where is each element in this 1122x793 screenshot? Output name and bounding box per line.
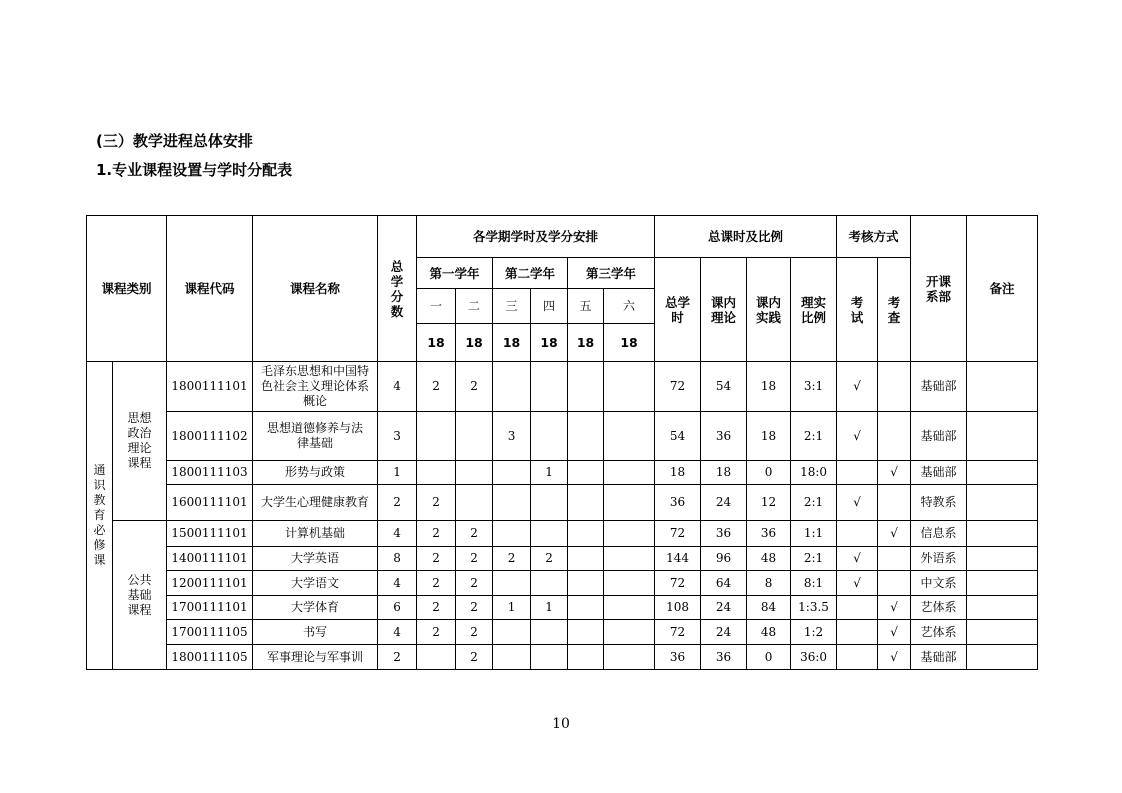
row-term-2: 2	[456, 547, 493, 571]
row-code: 1800111102	[167, 412, 253, 461]
row-term-5	[568, 461, 604, 485]
row-remarks	[967, 362, 1038, 412]
row-term-1	[417, 645, 456, 670]
row-exam: √	[837, 362, 878, 412]
row-term-2: 2	[456, 571, 493, 596]
row-term-4	[531, 620, 568, 645]
row-check: √	[878, 596, 911, 620]
row-term-1: 2	[417, 547, 456, 571]
header-term-6: 六	[604, 289, 655, 324]
row-code: 1800111101	[167, 362, 253, 412]
row-name: 大学生心理健康教育	[253, 485, 378, 521]
row-term-3	[493, 521, 531, 547]
row-total: 54	[655, 412, 701, 461]
row-ratio: 1:1	[791, 521, 837, 547]
row-term-6	[604, 485, 655, 521]
row-term-6	[604, 645, 655, 670]
row-code: 1700111101	[167, 596, 253, 620]
row-theory: 36	[701, 521, 747, 547]
row-practice: 48	[747, 547, 791, 571]
row-exam: √	[837, 571, 878, 596]
row-exam	[837, 645, 878, 670]
table-row	[87, 571, 1038, 596]
row-check	[878, 412, 911, 461]
row-remarks	[967, 412, 1038, 461]
row-dept: 艺体系	[911, 620, 967, 645]
header-ratio: 理实 比例	[791, 258, 837, 362]
row-term-4	[531, 362, 568, 412]
row-term-5	[568, 571, 604, 596]
row-theory: 54	[701, 362, 747, 412]
row-dept: 信息系	[911, 521, 967, 547]
row-credits: 2	[378, 645, 417, 670]
header-term-2: 二	[456, 289, 493, 324]
header-exam: 考 试	[837, 258, 878, 362]
row-term-5	[568, 596, 604, 620]
row-name: 思想道德修养与法律基础	[253, 412, 378, 461]
row-term-6	[604, 596, 655, 620]
row-term-5	[568, 485, 604, 521]
row-term-5	[568, 620, 604, 645]
row-dept: 中文系	[911, 571, 967, 596]
row-term-5	[568, 412, 604, 461]
row-remarks	[967, 645, 1038, 670]
row-term-6	[604, 620, 655, 645]
header-weeks-1: 18	[417, 324, 456, 362]
row-ratio: 3:1	[791, 362, 837, 412]
row-term-3	[493, 620, 531, 645]
row-total: 18	[655, 461, 701, 485]
header-theory: 课内 理论	[701, 258, 747, 362]
header-weeks-3: 18	[493, 324, 531, 362]
header-department: 开课 系部	[911, 216, 967, 362]
row-code: 1200111101	[167, 571, 253, 596]
row-term-2: 2	[456, 362, 493, 412]
row-theory: 24	[701, 596, 747, 620]
row-term-1: 2	[417, 596, 456, 620]
header-year-3: 第三学年	[568, 258, 655, 289]
row-check	[878, 485, 911, 521]
row-term-3	[493, 461, 531, 485]
header-weeks-5: 18	[568, 324, 604, 362]
row-term-1: 2	[417, 571, 456, 596]
row-term-4	[531, 412, 568, 461]
row-term-2: 2	[456, 645, 493, 670]
row-code: 1700111105	[167, 620, 253, 645]
row-practice: 48	[747, 620, 791, 645]
header-term-4: 四	[531, 289, 568, 324]
row-practice: 36	[747, 521, 791, 547]
header-weeks-6: 18	[604, 324, 655, 362]
row-term-2	[456, 485, 493, 521]
subsection-heading: 1.专业课程设置与学时分配表	[96, 161, 293, 179]
row-term-4	[531, 645, 568, 670]
row-name: 书写	[253, 620, 378, 645]
row-practice: 8	[747, 571, 791, 596]
row-code: 1400111101	[167, 547, 253, 571]
row-exam	[837, 461, 878, 485]
header-name: 课程名称	[253, 216, 378, 362]
row-check	[878, 362, 911, 412]
row-term-3: 3	[493, 412, 531, 461]
row-term-6	[604, 521, 655, 547]
row-exam: √	[837, 485, 878, 521]
row-ratio: 18:0	[791, 461, 837, 485]
row-term-3	[493, 362, 531, 412]
row-practice: 0	[747, 461, 791, 485]
row-term-6	[604, 412, 655, 461]
row-total: 72	[655, 571, 701, 596]
row-term-4: 1	[531, 461, 568, 485]
row-practice: 84	[747, 596, 791, 620]
row-remarks	[967, 547, 1038, 571]
row-credits: 6	[378, 596, 417, 620]
row-total: 108	[655, 596, 701, 620]
row-term-1	[417, 461, 456, 485]
row-term-1: 2	[417, 620, 456, 645]
row-practice: 0	[747, 645, 791, 670]
row-remarks	[967, 461, 1038, 485]
header-check: 考 查	[878, 258, 911, 362]
header-remarks: 备注	[967, 216, 1038, 362]
row-name: 军事理论与军事训	[253, 645, 378, 670]
row-term-3	[493, 485, 531, 521]
row-name: 大学英语	[253, 547, 378, 571]
row-exam: √	[837, 547, 878, 571]
row-remarks	[967, 485, 1038, 521]
header-weeks-2: 18	[456, 324, 493, 362]
row-term-4: 1	[531, 596, 568, 620]
section-heading: (三）教学进程总体安排	[96, 132, 253, 150]
row-term-6	[604, 362, 655, 412]
row-total: 36	[655, 645, 701, 670]
row-ratio: 2:1	[791, 412, 837, 461]
row-ratio: 8:1	[791, 571, 837, 596]
row-term-5	[568, 362, 604, 412]
row-ratio: 36:0	[791, 645, 837, 670]
row-exam	[837, 521, 878, 547]
course-table	[86, 215, 1038, 670]
row-check: √	[878, 521, 911, 547]
row-term-1	[417, 412, 456, 461]
row-term-3	[493, 645, 531, 670]
row-remarks	[967, 620, 1038, 645]
row-name: 形势与政策	[253, 461, 378, 485]
row-term-2: 2	[456, 596, 493, 620]
row-term-5	[568, 645, 604, 670]
outer-category: 通 识 教 育 必 修 课	[87, 362, 113, 670]
row-term-4: 2	[531, 547, 568, 571]
row-term-5	[568, 547, 604, 571]
row-ratio: 1:2	[791, 620, 837, 645]
table-row	[87, 547, 1038, 571]
row-dept: 外语系	[911, 547, 967, 571]
row-dept: 艺体系	[911, 596, 967, 620]
row-exam	[837, 620, 878, 645]
row-total: 72	[655, 620, 701, 645]
header-year-1: 第一学年	[417, 258, 493, 289]
row-term-1: 2	[417, 521, 456, 547]
row-name: 计算机基础	[253, 521, 378, 547]
row-name: 毛泽东思想和中国特色社会主义理论体系概论	[253, 362, 378, 412]
row-credits: 1	[378, 461, 417, 485]
row-term-6	[604, 547, 655, 571]
row-dept: 基础部	[911, 461, 967, 485]
row-credits: 4	[378, 571, 417, 596]
header-total-hours: 总学 时	[655, 258, 701, 362]
row-credits: 4	[378, 362, 417, 412]
table-row	[87, 412, 1038, 461]
row-term-2: 2	[456, 521, 493, 547]
row-practice: 12	[747, 485, 791, 521]
row-check	[878, 547, 911, 571]
row-code: 1800111105	[167, 645, 253, 670]
row-check: √	[878, 461, 911, 485]
row-dept: 特教系	[911, 485, 967, 521]
row-theory: 96	[701, 547, 747, 571]
row-theory: 24	[701, 620, 747, 645]
header-semester-group: 各学期学时及学分安排	[417, 216, 655, 258]
page-number: 10	[552, 716, 570, 732]
row-term-2: 2	[456, 620, 493, 645]
row-check: √	[878, 620, 911, 645]
row-dept: 基础部	[911, 645, 967, 670]
row-exam	[837, 596, 878, 620]
table-row	[87, 461, 1038, 485]
row-term-4	[531, 485, 568, 521]
row-theory: 24	[701, 485, 747, 521]
row-remarks	[967, 521, 1038, 547]
header-weeks-4: 18	[531, 324, 568, 362]
row-credits: 4	[378, 620, 417, 645]
row-code: 1500111101	[167, 521, 253, 547]
row-remarks	[967, 571, 1038, 596]
row-code: 1600111101	[167, 485, 253, 521]
table-row	[87, 596, 1038, 620]
row-check	[878, 571, 911, 596]
row-theory: 36	[701, 645, 747, 670]
group-ideology: 思想 政治 理论 课程	[113, 362, 167, 521]
row-theory: 18	[701, 461, 747, 485]
row-term-3	[493, 571, 531, 596]
header-term-1: 一	[417, 289, 456, 324]
row-term-3: 1	[493, 596, 531, 620]
row-exam: √	[837, 412, 878, 461]
table-row	[87, 521, 1038, 547]
table-row	[87, 362, 1038, 412]
group-public-basics: 公共 基础 课程	[113, 521, 167, 670]
row-name: 大学体育	[253, 596, 378, 620]
row-term-4	[531, 521, 568, 547]
row-credits: 2	[378, 485, 417, 521]
table-row	[87, 620, 1038, 645]
row-theory: 64	[701, 571, 747, 596]
header-assess-group: 考核方式	[837, 216, 911, 258]
row-ratio: 1:3.5	[791, 596, 837, 620]
row-term-2	[456, 461, 493, 485]
row-theory: 36	[701, 412, 747, 461]
row-name: 大学语文	[253, 571, 378, 596]
row-practice: 18	[747, 412, 791, 461]
row-total: 72	[655, 362, 701, 412]
header-year-2: 第二学年	[493, 258, 568, 289]
row-credits: 8	[378, 547, 417, 571]
row-term-1: 2	[417, 485, 456, 521]
header-term-5: 五	[568, 289, 604, 324]
row-total: 72	[655, 521, 701, 547]
row-term-2	[456, 412, 493, 461]
row-term-4	[531, 571, 568, 596]
row-dept: 基础部	[911, 362, 967, 412]
header-term-3: 三	[493, 289, 531, 324]
header-credits: 总 学 分 数	[378, 216, 417, 362]
row-ratio: 2:1	[791, 547, 837, 571]
header-hours-group: 总课时及比例	[655, 216, 837, 258]
row-term-6	[604, 571, 655, 596]
row-term-3: 2	[493, 547, 531, 571]
row-credits: 4	[378, 521, 417, 547]
row-credits: 3	[378, 412, 417, 461]
header-code: 课程代码	[167, 216, 253, 362]
row-total: 144	[655, 547, 701, 571]
row-total: 36	[655, 485, 701, 521]
row-remarks	[967, 596, 1038, 620]
row-dept: 基础部	[911, 412, 967, 461]
row-check: √	[878, 645, 911, 670]
row-term-6	[604, 461, 655, 485]
table-row	[87, 485, 1038, 521]
row-ratio: 2:1	[791, 485, 837, 521]
row-term-5	[568, 521, 604, 547]
row-term-1: 2	[417, 362, 456, 412]
header-practice: 课内 实践	[747, 258, 791, 362]
header-category: 课程类别	[87, 216, 167, 362]
row-code: 1800111103	[167, 461, 253, 485]
table-row	[87, 645, 1038, 670]
row-practice: 18	[747, 362, 791, 412]
